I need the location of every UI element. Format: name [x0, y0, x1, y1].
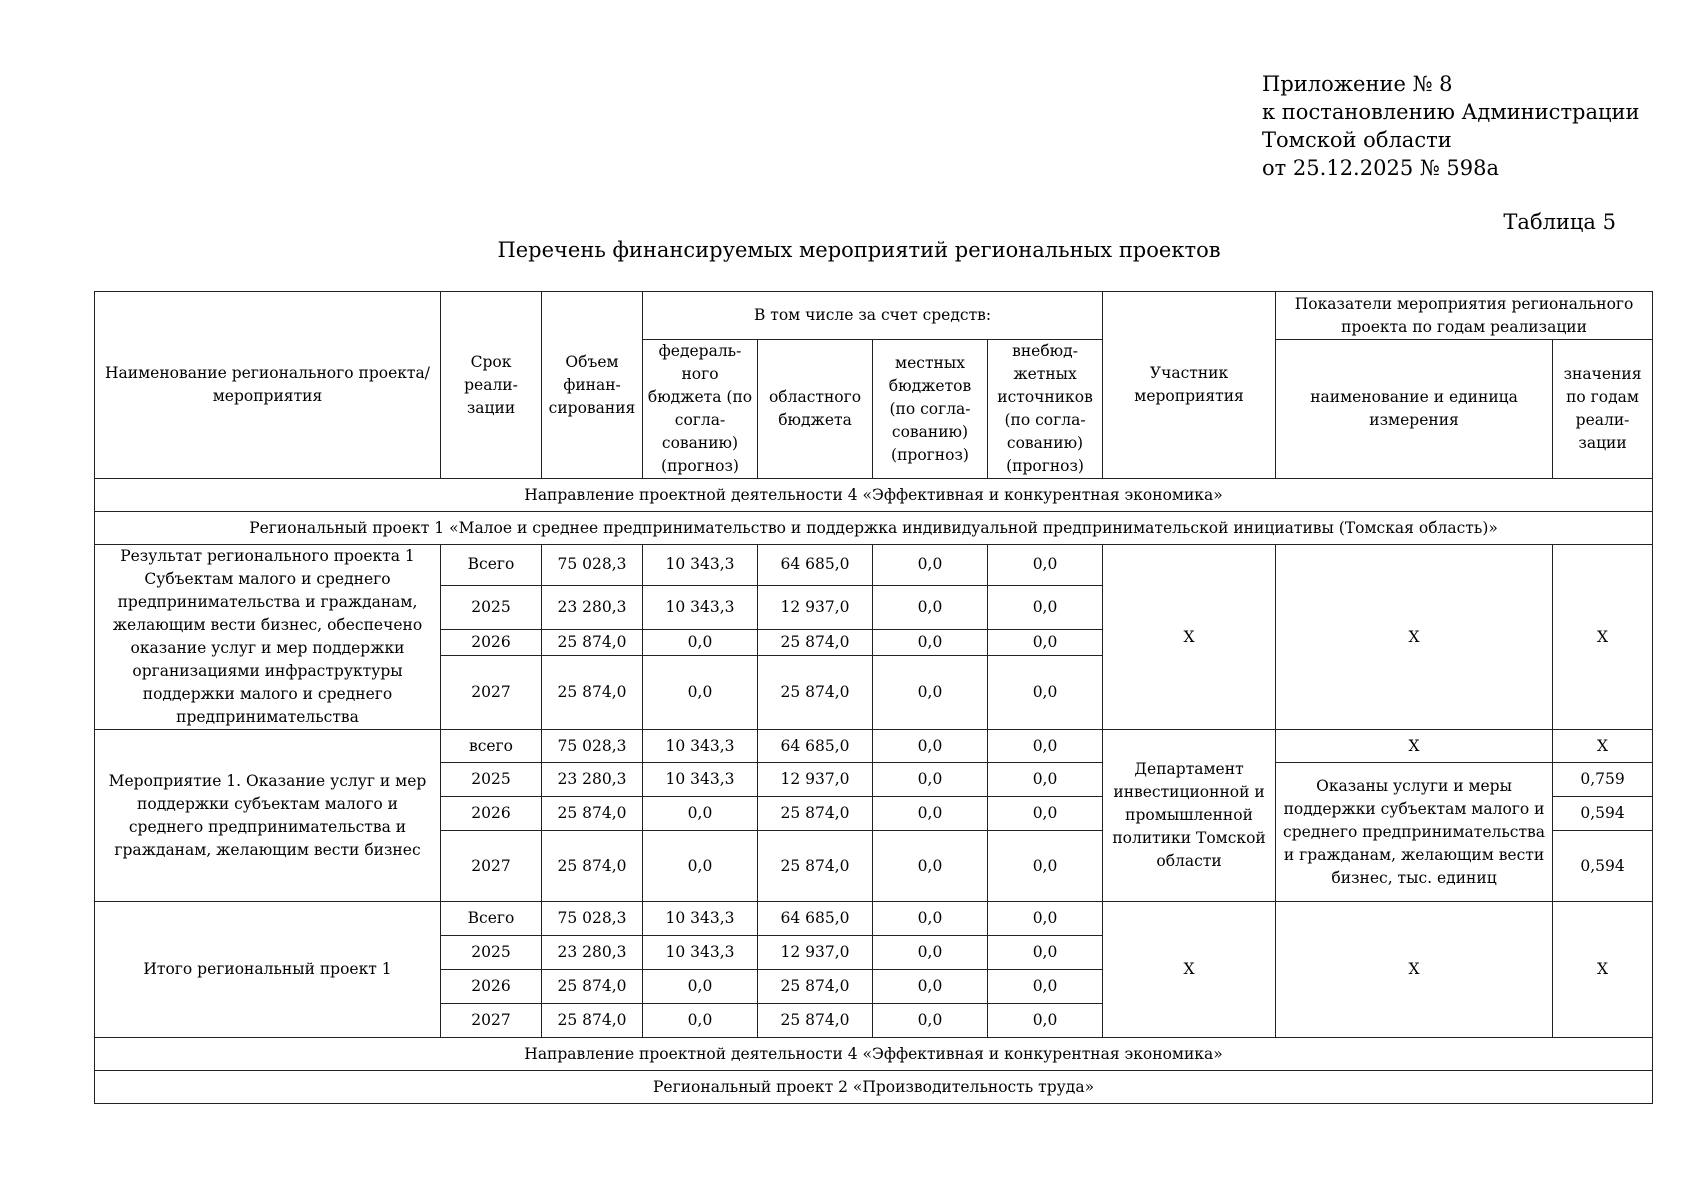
- measure-total-indicator-name: X: [1276, 730, 1553, 763]
- cell-local: 0,0: [873, 1004, 988, 1038]
- cell-federal: 10 343,3: [643, 730, 758, 763]
- header-local: местных бюджетов (по согла-сованию) (прогноз): [873, 340, 988, 479]
- total-participant: X: [1103, 902, 1276, 1038]
- cell-federal: 10 343,3: [643, 902, 758, 936]
- cell-volume: 23 280,3: [542, 585, 643, 629]
- header-term: Срок реали-зации: [441, 292, 542, 479]
- cell-extra: 0,0: [988, 970, 1103, 1004]
- cell-federal: 0,0: [643, 629, 758, 656]
- measure-participant: Департамент инвестиционной и промышленной политики Томской области: [1103, 730, 1276, 902]
- result-participant: X: [1103, 545, 1276, 730]
- cell-extra: 0,0: [988, 585, 1103, 629]
- cell-federal: 10 343,3: [643, 585, 758, 629]
- header-including-group: В том числе за счет средств:: [643, 292, 1103, 340]
- attachment-line: Томской области: [1262, 128, 1452, 152]
- result-name: Результат регионального проекта 1 Субъектам малого и среднего предпринимательства и гражданам, желающим вести бизнес, обеспечено оказание услуг и мер поддержки организациями инфраструктуры поддержки малого и среднего предпринимательства: [95, 545, 441, 730]
- cell-federal: 0,0: [643, 831, 758, 902]
- cell-local: 0,0: [873, 797, 988, 831]
- header-indicators-group: Показатели мероприятия регионального проекта по годам реализации: [1276, 292, 1653, 340]
- cell-regional: 12 937,0: [758, 763, 873, 797]
- cell-federal: 0,0: [643, 656, 758, 730]
- cell-local: 0,0: [873, 730, 988, 763]
- cell-federal: 0,0: [643, 797, 758, 831]
- cell-term: Всего: [441, 902, 542, 936]
- section-project: Региональный проект 2 «Производительность труда»: [95, 1071, 1653, 1104]
- cell-volume: 25 874,0: [542, 797, 643, 831]
- cell-local: 0,0: [873, 763, 988, 797]
- header-federal: федераль-ного бюджета (по согла-сованию) (прогноз): [643, 340, 758, 479]
- cell-regional: 25 874,0: [758, 629, 873, 656]
- cell-extra: 0,0: [988, 629, 1103, 656]
- cell-local: 0,0: [873, 936, 988, 970]
- cell-local: 0,0: [873, 629, 988, 656]
- total-indicator-name: X: [1276, 902, 1553, 1038]
- section-direction: Направление проектной деятельности 4 «Эффективная и конкурентная экономика»: [95, 1038, 1653, 1071]
- cell-term: Всего: [441, 545, 542, 586]
- cell-local: 0,0: [873, 585, 988, 629]
- cell-federal: 10 343,3: [643, 936, 758, 970]
- cell-extra: 0,0: [988, 545, 1103, 586]
- cell-regional: 25 874,0: [758, 1004, 873, 1038]
- cell-federal: 0,0: [643, 970, 758, 1004]
- cell-local: 0,0: [873, 545, 988, 586]
- cell-indicator-value: 0,759: [1553, 763, 1653, 797]
- cell-regional: 25 874,0: [758, 970, 873, 1004]
- cell-volume: 25 874,0: [542, 629, 643, 656]
- result-indicator-value: X: [1553, 545, 1653, 730]
- attachment-line: от 25.12.2025 № 598а: [1262, 156, 1499, 180]
- header-extra: внебюд-жетных источников (по согла-сованию) (прогноз): [988, 340, 1103, 479]
- cell-regional: 25 874,0: [758, 656, 873, 730]
- cell-federal: 10 343,3: [643, 763, 758, 797]
- cell-regional: 64 685,0: [758, 902, 873, 936]
- attachment-header: [1262, 70, 1640, 182]
- cell-regional: 25 874,0: [758, 797, 873, 831]
- cell-term: 2025: [441, 763, 542, 797]
- cell-regional: 25 874,0: [758, 831, 873, 902]
- cell-indicator-value: 0,594: [1553, 797, 1653, 831]
- cell-term: 2027: [441, 1004, 542, 1038]
- cell-extra: 0,0: [988, 763, 1103, 797]
- cell-volume: 75 028,3: [542, 902, 643, 936]
- measure-name: Мероприятие 1. Оказание услуг и мер поддержки субъектам малого и среднего предпринимательства и гражданам, желающим вести бизнес: [95, 730, 441, 902]
- cell-federal: 10 343,3: [643, 545, 758, 586]
- header-indicator-values: значения по годам реали-зации: [1553, 340, 1653, 479]
- header-participant: Участник мероприятия: [1103, 292, 1276, 479]
- cell-regional: 64 685,0: [758, 730, 873, 763]
- cell-volume: 75 028,3: [542, 545, 643, 586]
- cell-extra: 0,0: [988, 902, 1103, 936]
- cell-regional: 12 937,0: [758, 936, 873, 970]
- cell-term: 2027: [441, 656, 542, 730]
- cell-local: 0,0: [873, 656, 988, 730]
- cell-term: 2026: [441, 970, 542, 1004]
- cell-term: 2025: [441, 936, 542, 970]
- cell-federal: 0,0: [643, 1004, 758, 1038]
- section-direction: Направление проектной деятельности 4 «Эффективная и конкурентная экономика»: [95, 479, 1653, 512]
- section-project: Региональный проект 1 «Малое и среднее предпринимательство и поддержка индивидуальной предпринимательской инициативы (Томская область)»: [95, 512, 1653, 545]
- header-indicator-name: наименование и единица измерения: [1276, 340, 1553, 479]
- table-row: [95, 902, 1653, 936]
- table-row: [95, 545, 1653, 586]
- cell-volume: 25 874,0: [542, 1004, 643, 1038]
- projects-table: [94, 291, 1653, 1104]
- attachment-line: Приложение № 8: [1262, 72, 1453, 96]
- cell-term: 2025: [441, 585, 542, 629]
- measure-indicator-name: Оказаны услуги и меры поддержки субъектам малого и среднего предпринимательства и гражданам, желающим вести бизнес, тыс. единиц: [1276, 763, 1553, 902]
- cell-regional: 64 685,0: [758, 545, 873, 586]
- document-title: Перечень финансируемых мероприятий региональных проектов: [497, 238, 1221, 262]
- cell-volume: 23 280,3: [542, 763, 643, 797]
- table-number: Таблица 5: [1503, 210, 1616, 234]
- measure-total-indicator-value: X: [1553, 730, 1653, 763]
- cell-extra: 0,0: [988, 797, 1103, 831]
- header-regional: областного бюджета: [758, 340, 873, 479]
- total-name: Итого региональный проект 1: [95, 902, 441, 1038]
- table-row: [95, 730, 1653, 763]
- attachment-line: к постановлению Администрации: [1262, 100, 1640, 124]
- cell-volume: 25 874,0: [542, 970, 643, 1004]
- cell-term: 2026: [441, 797, 542, 831]
- cell-extra: 0,0: [988, 936, 1103, 970]
- cell-volume: 25 874,0: [542, 656, 643, 730]
- cell-volume: 75 028,3: [542, 730, 643, 763]
- cell-extra: 0,0: [988, 730, 1103, 763]
- cell-indicator-value: 0,594: [1553, 831, 1653, 902]
- cell-regional: 12 937,0: [758, 585, 873, 629]
- cell-local: 0,0: [873, 902, 988, 936]
- cell-volume: 25 874,0: [542, 831, 643, 902]
- cell-volume: 23 280,3: [542, 936, 643, 970]
- cell-term: 2027: [441, 831, 542, 902]
- cell-extra: 0,0: [988, 656, 1103, 730]
- cell-local: 0,0: [873, 970, 988, 1004]
- header-volume: Объем финан-сирования: [542, 292, 643, 479]
- cell-term: всего: [441, 730, 542, 763]
- total-indicator-value: X: [1553, 902, 1653, 1038]
- header-name: Наименование регионального проекта/мероприятия: [95, 292, 441, 479]
- result-indicator-name: X: [1276, 545, 1553, 730]
- cell-local: 0,0: [873, 831, 988, 902]
- cell-extra: 0,0: [988, 1004, 1103, 1038]
- cell-extra: 0,0: [988, 831, 1103, 902]
- cell-term: 2026: [441, 629, 542, 656]
